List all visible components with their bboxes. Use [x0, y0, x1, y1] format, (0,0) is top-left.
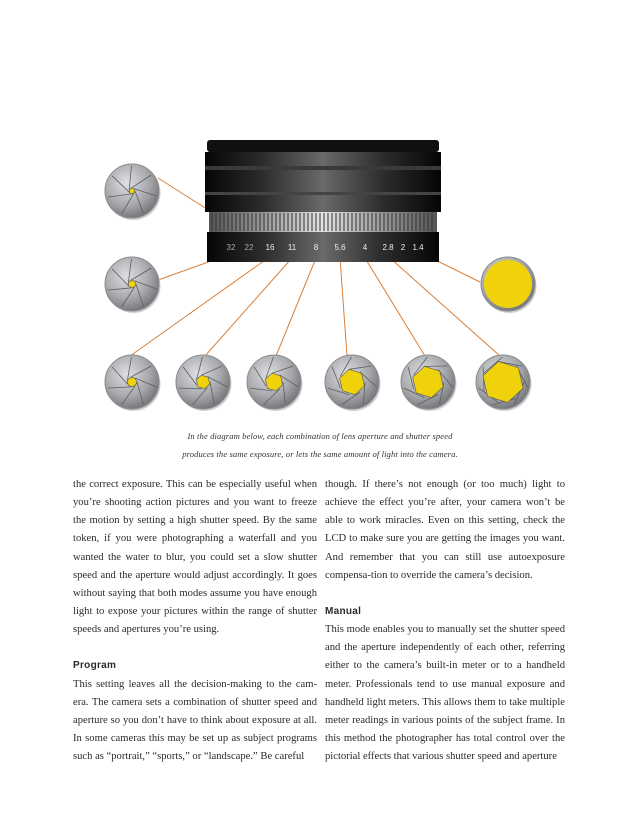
aperture-disc [176, 355, 232, 411]
aperture-disc [105, 257, 161, 313]
aperture-disc [105, 355, 161, 411]
right-column [325, 476, 565, 766]
figure-caption-line-2: produces the same exposure, or lets the same amount of light into the camera. [182, 449, 458, 459]
right-paragraph-2: This mode enables you to manually set the shutter speed and the aperture independently of each other, referring either to the camera’s built-in meter or to a handheld meter. Professionals tend to use manual exposure and handheld light meters. This allows them to take multiple meter readings in various points of the subject frame. In this method the photographer has total control over the pictorial effects that various shutter speed and aperture [325, 624, 565, 763]
fstop-label: 2 [400, 243, 406, 252]
figure-caption-line-1: In the diagram below, each combination of lens aperture and shutter speed [187, 431, 453, 441]
aperture-disc [325, 355, 381, 411]
right-paragraph-1: though. If there’s not enough (or too much) light to achieve the effect you’re after, your camera won’t be able to work miracles. Even on this setting, check the LCD to make sure you are getting the images you want. And remember that you can still use autoexposure compensa-tion to override the camera’s decision. [325, 479, 565, 581]
fstop-label: 22 [244, 243, 254, 252]
fstop-label: 8 [313, 243, 319, 252]
aperture-disc [105, 164, 161, 220]
fstop-label: 32 [226, 243, 236, 252]
left-paragraph-1: the correct exposure. This can be especially useful when you’re shooting action pictures and you want to freeze the motion by setting a high shutter speed. By the same token, if you were photographing a waterfall and you wanted the water to blur, you could set a slow shutter speed and the aperture would adjust accordingly. It goes without saying that both modes assume you have enough light to expose your pictures within the range of shutter speeds and apertures you’re using. [73, 479, 317, 636]
camera-lens [205, 140, 441, 262]
aperture-disc [481, 257, 537, 313]
fstop-label: 2.8 [382, 243, 394, 252]
fstop-label: 5.6 [334, 243, 346, 252]
manual-heading: Manual [325, 605, 362, 617]
aperture-disc [401, 355, 457, 411]
left-paragraph-2: This setting leaves all the decision-making to the cam-era. The camera sets a combination of shutter speed and aperture so you don’t have to think about exposure at all. In some cameras this may be set up as subject programs such as “portrait,” “sports,” or “landscape.” Be careful [73, 678, 317, 763]
fstop-label: 11 [287, 243, 297, 252]
fstop-label: 4 [362, 243, 368, 252]
left-column [73, 476, 317, 766]
aperture-disc [247, 355, 303, 411]
aperture-disc [476, 355, 532, 411]
program-heading: Program [73, 660, 117, 672]
fstop-label: 1.4 [412, 243, 424, 252]
fstop-label: 16 [265, 243, 275, 252]
